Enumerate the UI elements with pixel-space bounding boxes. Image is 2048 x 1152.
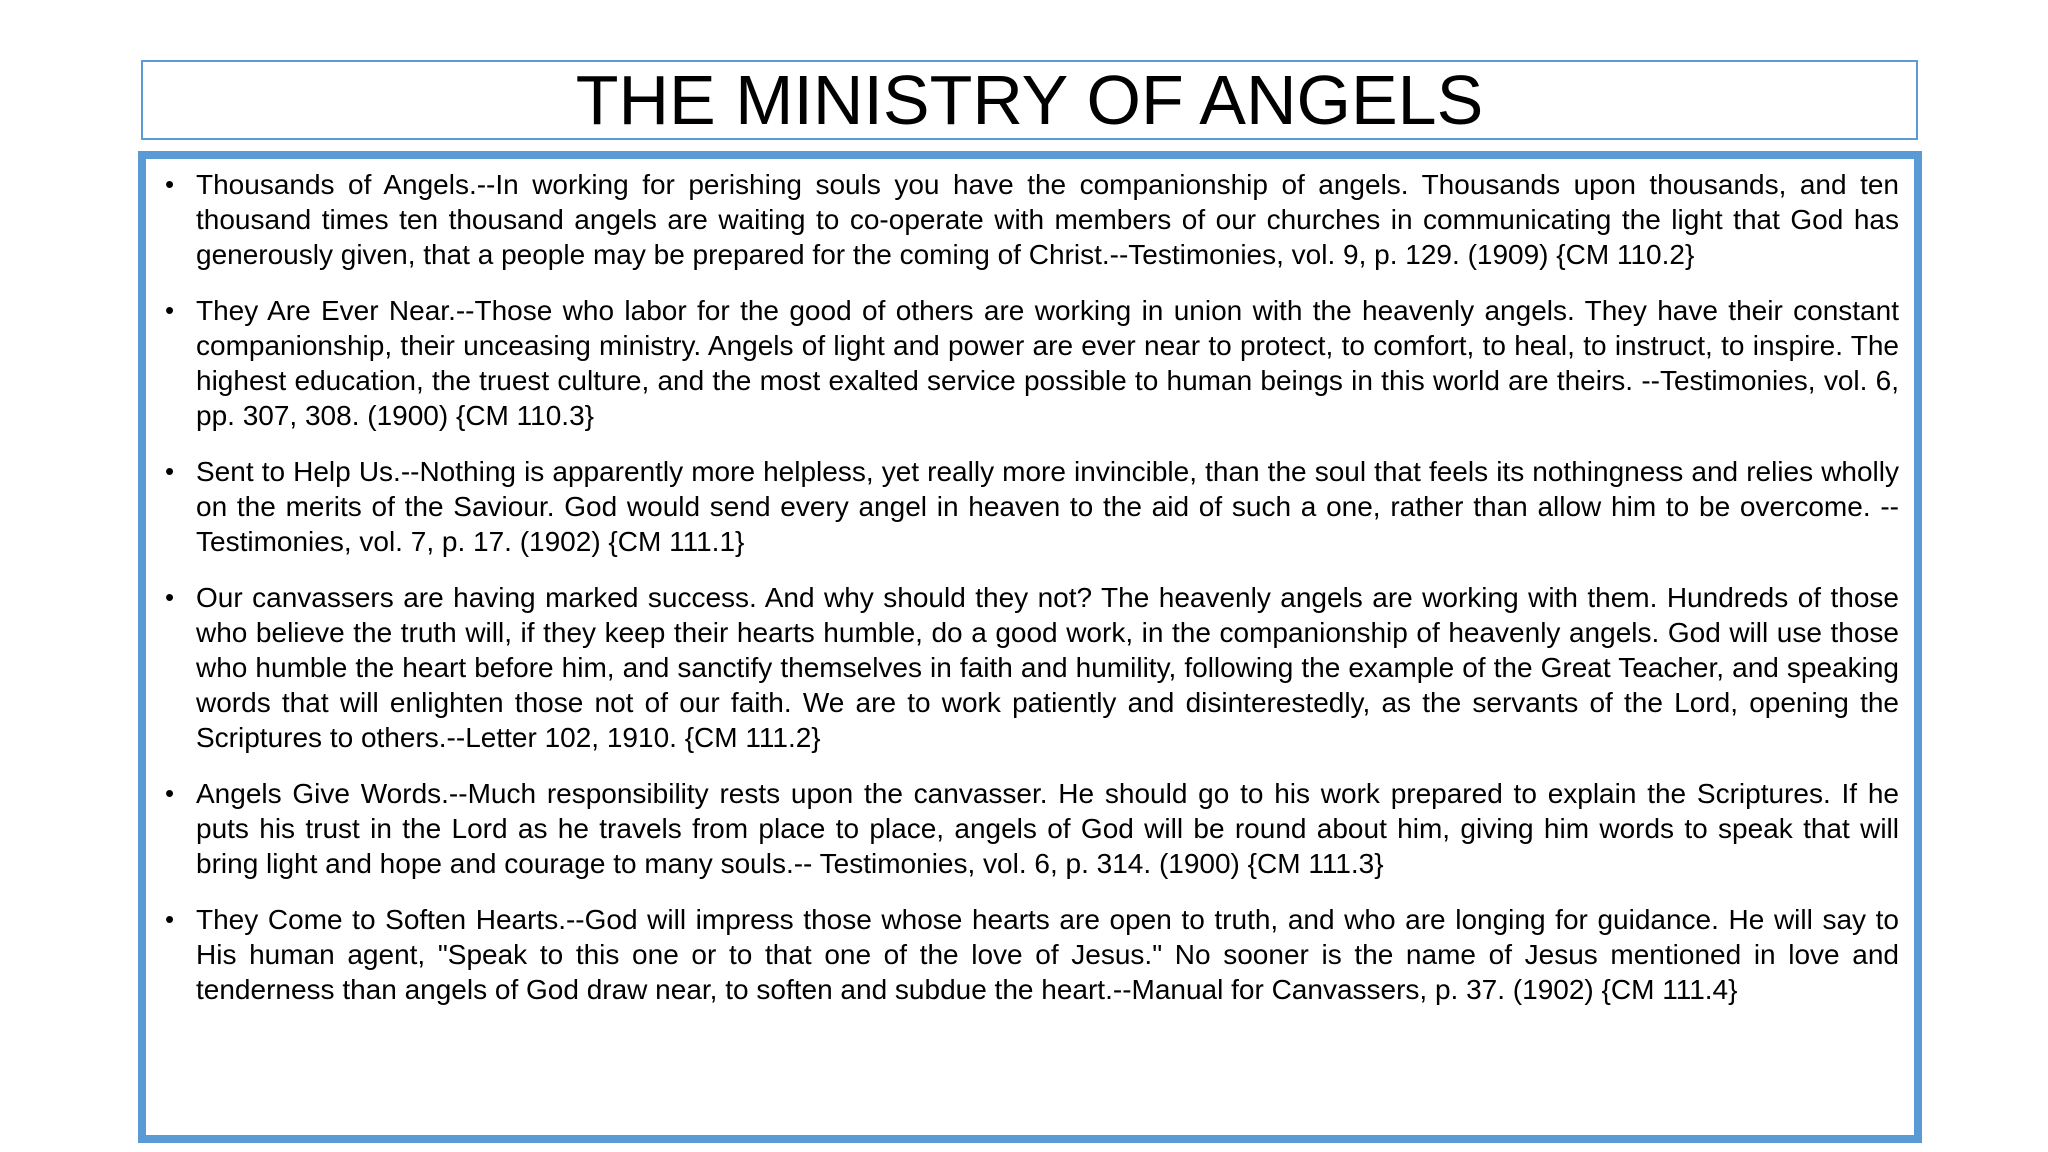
- bullet-icon: •: [165, 456, 175, 486]
- bullet-text: Our canvassers are having marked success. And why should they not? The heavenly angels are working with them. Hundreds of those who believe the truth will, if they keep their hearts humble, do a good work, in the companionship of heavenly angels. God will use those who humble the heart before him, and sanctify themselves in faith and humility, following the example of the Great Teacher, and speaking words that will enlighten those not of our faith. We are to work patiently and disinterestedly, as the servants of the Lord, opening the Scriptures to others.--Letter 102, 1910. {CM 111.2}: [196, 582, 1899, 753]
- bullet-icon: •: [165, 169, 175, 199]
- bullet-text: Sent to Help Us.--Nothing is apparently more helpless, yet really more invincible, than the soul that feels its nothingness and relies wholly on the merits of the Saviour. God would send every angel in heaven to the aid of such a one, rather than allow him to be overcome. --Testimonies, vol. 7, p. 17. (1902) {CM 111.1}: [196, 456, 1899, 557]
- bullet-item-thousands-of-angels: [154, 167, 1899, 272]
- bullet-item-sent-to-help-us: [154, 454, 1899, 559]
- bullet-item-they-are-ever-near: [154, 293, 1899, 433]
- bullet-item-they-come-to-soften-hearts: [154, 902, 1899, 1007]
- bullet-text: They Come to Soften Hearts.--God will impress those whose hearts are open to truth, and who are longing for guidance. He will say to His human agent, "Speak to this one or to that one of the love of Jesus." No sooner is the name of Jesus mentioned in love and tenderness than angels of God draw near, to soften and subdue the heart.--Manual for Canvassers, p. 37. (1902) {CM 111.4}: [196, 904, 1899, 1005]
- title-box: [141, 60, 1918, 140]
- bullet-icon: •: [165, 904, 175, 934]
- bullet-icon: •: [165, 295, 175, 325]
- bullet-icon: •: [165, 778, 175, 808]
- bullet-text: They Are Ever Near.--Those who labor for the good of others are working in union with the heavenly angels. They have their constant companionship, their unceasing ministry. Angels of light and power are ever near to protect, to comfort, to heal, to instruct, to inspire. The highest education, the truest culture, and the most exalted service possible to human beings in this world are theirs. --Testimonies, vol. 6, pp. 307, 308. (1900) {CM 110.3}: [196, 295, 1899, 431]
- bullet-icon: •: [165, 582, 175, 612]
- bullet-text: Thousands of Angels.--In working for perishing souls you have the companionship of angels. Thousands upon thousands, and ten thousand times ten thousand angels are waiting to co-operate with members of our churches in communicating the light that God has generously given, that a people may be prepared for the coming of Christ.--Testimonies, vol. 9, p. 129. (1909) {CM 110.2}: [196, 169, 1899, 270]
- bullet-list: [154, 167, 1899, 1007]
- slide-title: THE MINISTRY OF ANGELS: [575, 61, 1484, 139]
- bullet-item-our-canvassers: [154, 580, 1899, 755]
- bullet-text: Angels Give Words.--Much responsibility rests upon the canvasser. He should go to his work prepared to explain the Scriptures. If he puts his trust in the Lord as he travels from place to place, angels of God will be round about him, giving him words to speak that will bring light and hope and courage to many souls.-- Testimonies, vol. 6, p. 314. (1900) {CM 111.3}: [196, 778, 1899, 879]
- content-box: [138, 151, 1922, 1143]
- bullet-item-angels-give-words: [154, 776, 1899, 881]
